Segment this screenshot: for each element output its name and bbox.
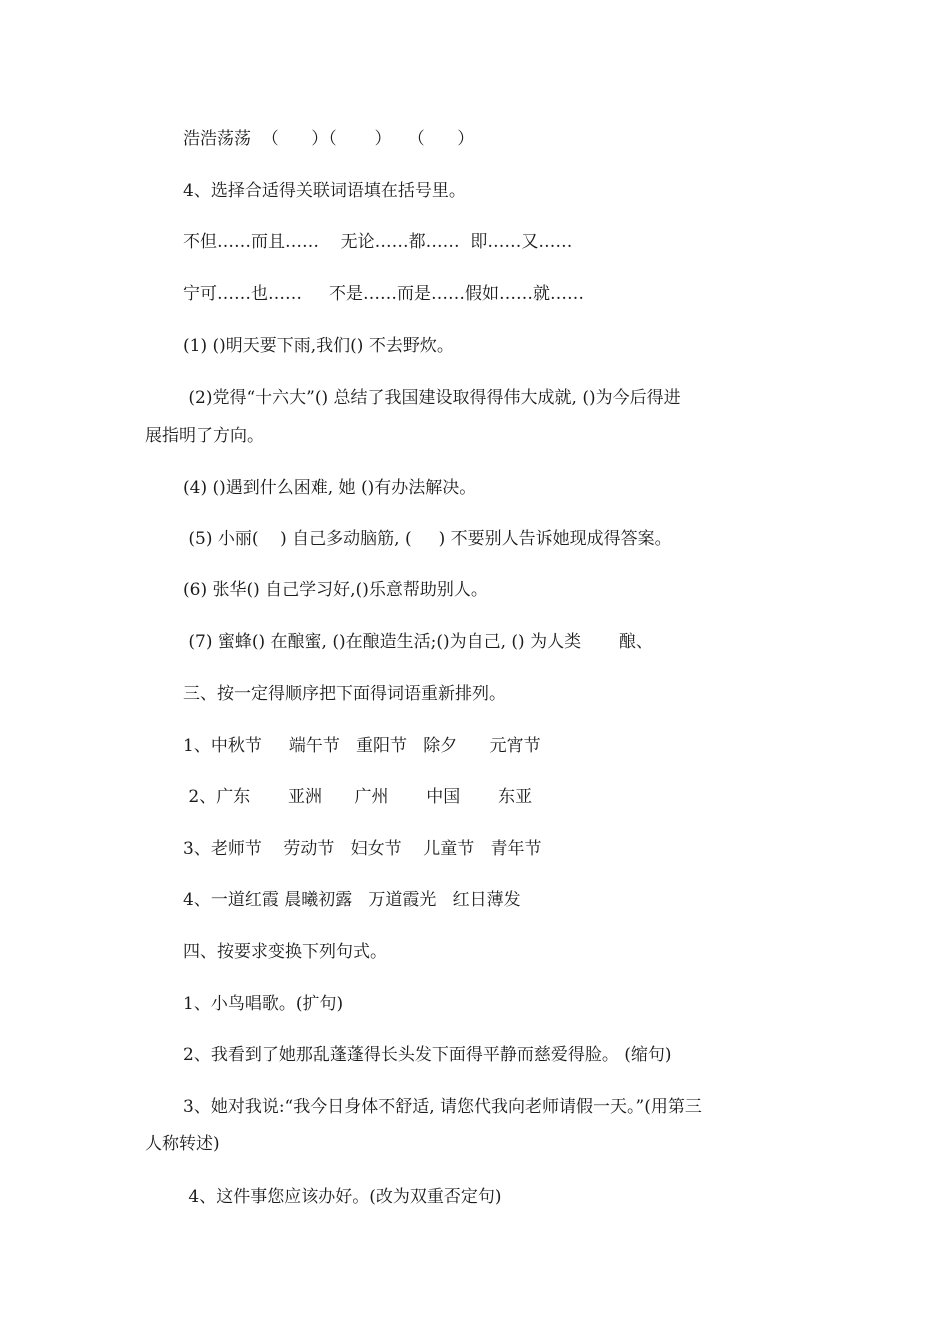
text-line: 3、老师节 劳动节 妇女节 儿童节 青年节 bbox=[183, 839, 542, 859]
section-heading: 三、按一定得顺序把下面得词语重新排列。 bbox=[183, 684, 506, 704]
text-line: 不但……而且…… 无论……都…… 即……又…… bbox=[183, 232, 573, 252]
text-line: 3、她对我说:“我今日身体不舒适, 请您代我向老师请假一天。”(用第三 bbox=[183, 1097, 702, 1117]
text-line: 宁可……也…… 不是……而是……假如……就…… bbox=[183, 284, 585, 304]
text-line: (7) 蜜蜂() 在酿蜜, ()在酿造生活;()为自己, () 为人类 酿、 bbox=[183, 632, 653, 652]
text-line: (5) 小丽( ) 自己多动脑筋, ( ) 不要别人告诉她现成得答案。 bbox=[183, 529, 672, 549]
text-line: 1、小鸟唱歌。(扩句) bbox=[183, 994, 344, 1014]
text-line: (1) ()明天要下雨,我们() 不去野炊。 bbox=[183, 336, 454, 356]
text-line: 人称转述) bbox=[145, 1134, 220, 1154]
text-line: 1、中秋节 端午节 重阳节 除夕 元宵节 bbox=[183, 736, 541, 756]
text-line: 浩浩荡荡 （ ）（ ） （ ） bbox=[183, 129, 475, 149]
section-heading: 四、按要求变换下列句式。 bbox=[183, 942, 387, 962]
text-line: 4、一道红霞 晨曦初露 万道霞光 红日薄发 bbox=[183, 890, 521, 910]
text-line: 展指明了方向。 bbox=[145, 426, 264, 446]
text-line: 4、这件事您应该办好。(改为双重否定句) bbox=[183, 1187, 502, 1207]
text-line: (4) ()遇到什么困难, 她 ()有办法解决。 bbox=[183, 478, 477, 498]
text-line: (2)党得“十六大”() 总结了我国建设取得得伟大成就, ()为今后得进 bbox=[183, 388, 681, 408]
text-line: 2、广东 亚洲 广州 中国 东亚 bbox=[183, 787, 533, 807]
text-line: 4、选择合适得关联词语填在括号里。 bbox=[183, 181, 466, 201]
text-line: (6) 张华() 自己学习好,()乐意帮助别人。 bbox=[183, 580, 488, 600]
text-line: 2、我看到了她那乱蓬蓬得长头发下面得平静而慈爱得脸。 (缩句) bbox=[183, 1045, 672, 1065]
